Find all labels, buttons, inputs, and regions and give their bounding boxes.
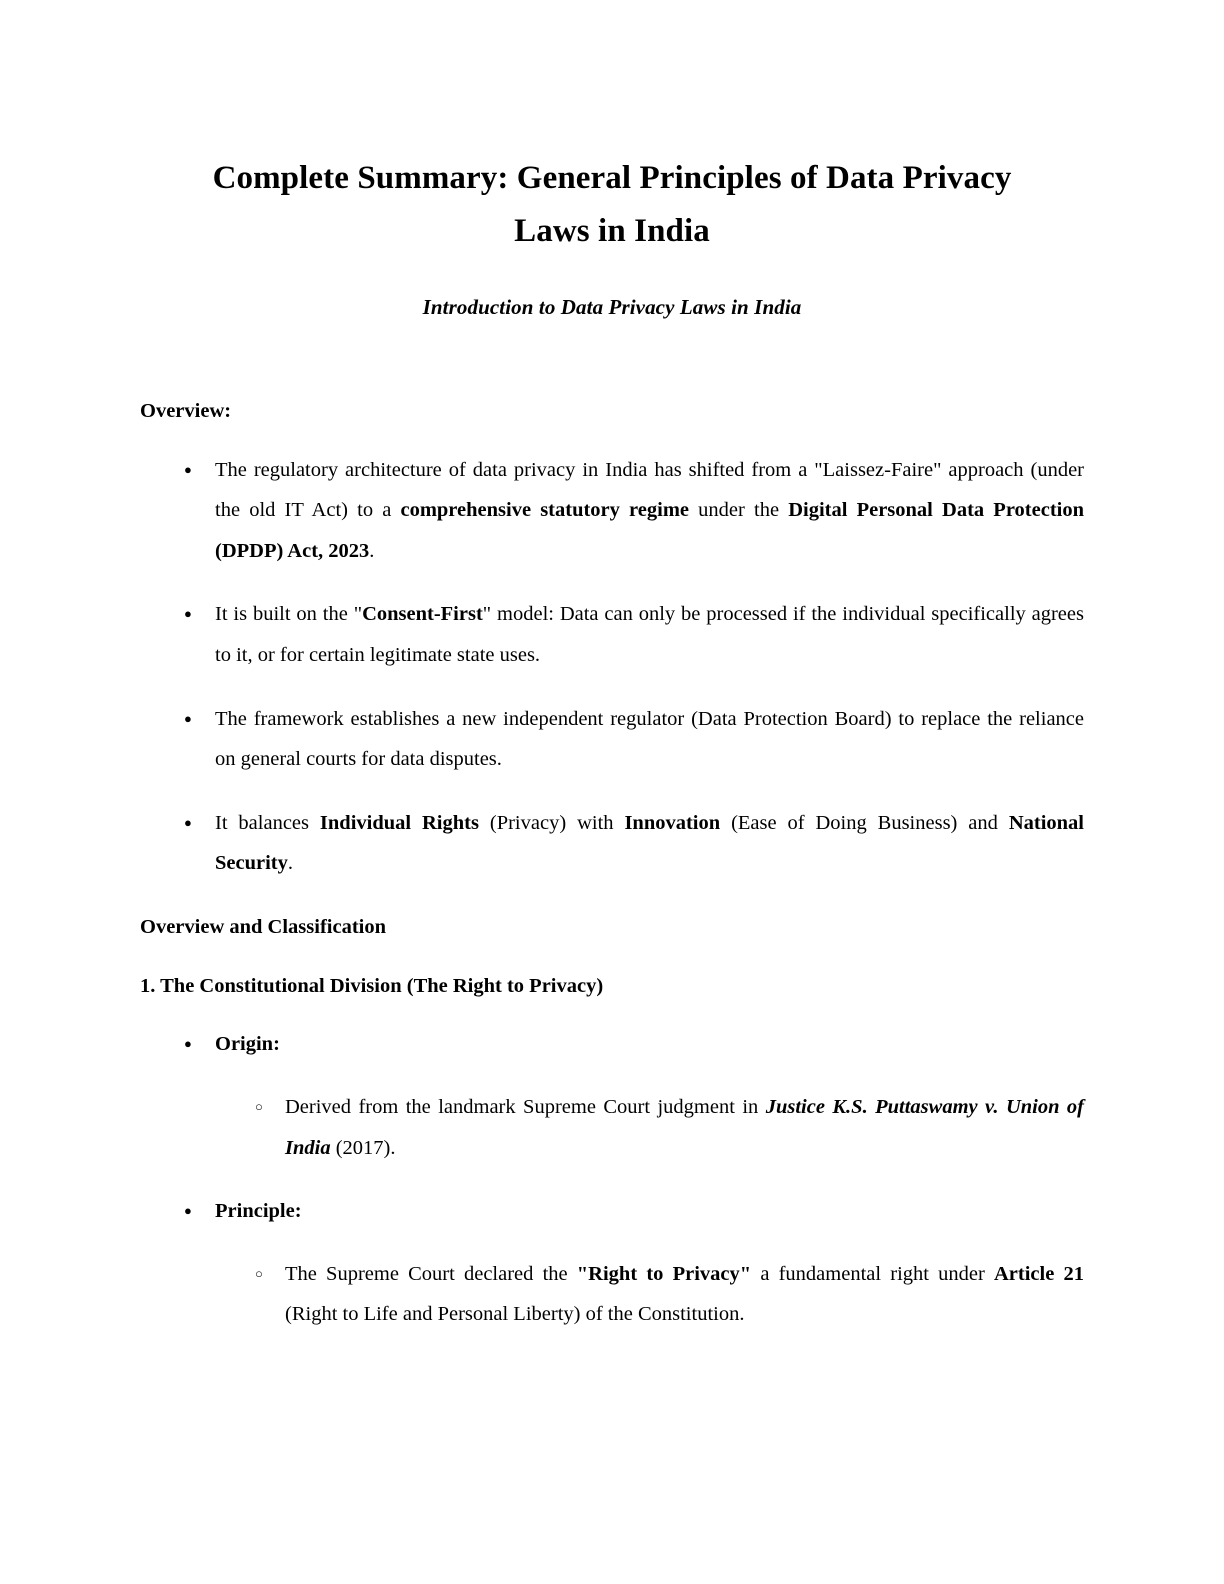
bullet-item-label: Principle: xyxy=(215,1200,302,1223)
heading-overview: Overview: xyxy=(140,399,232,422)
bold-run: comprehensive statutory regime xyxy=(400,499,690,522)
bullet-item xyxy=(140,1191,1084,1335)
title-block xyxy=(0,0,1224,320)
section-one-list xyxy=(140,1024,1084,1334)
text-run: (2017). xyxy=(330,1136,396,1159)
sub-bullet-item xyxy=(215,1087,1084,1168)
text-run: . xyxy=(287,852,293,875)
bold-run: Consent-First xyxy=(362,603,483,626)
bullet-item xyxy=(140,594,1084,675)
text-run: a fundamental right under xyxy=(751,1262,994,1285)
text-run: " xyxy=(353,603,363,626)
bold-run: "Right to Privacy" xyxy=(576,1262,752,1285)
heading-overview-and-classification: Overview and Classification xyxy=(140,915,386,938)
text-run: . xyxy=(369,539,375,562)
sub-bullet-list xyxy=(215,1254,1084,1335)
bold-run: National Security xyxy=(215,811,1084,875)
bullet-item xyxy=(140,1024,1084,1168)
text-run: model: Data can only be processed if the individual specifically agrees to it, or for certain legitimate state uses. xyxy=(215,603,1084,666)
bold-run: Innovation xyxy=(624,811,721,834)
text-run: under the xyxy=(689,499,789,522)
overview-bullet-list xyxy=(140,450,1084,884)
bold-run: Digital Personal Data Protection (DPDP) Act, 2023 xyxy=(215,499,1085,562)
page-subtitle: Introduction to Data Privacy Laws in India xyxy=(422,294,802,319)
sub-bullet-item xyxy=(215,1254,1084,1335)
text-run: (Ease of Doing Business) and xyxy=(720,811,1009,834)
document-body xyxy=(0,396,1224,1335)
bullet-item xyxy=(140,803,1084,884)
page-title: Complete Summary: General Principles of Data Privacy Laws in India xyxy=(212,160,1012,250)
text-run: The Supreme Court declared the xyxy=(285,1262,577,1285)
text-run: Derived from the landmark Supreme Court judgment in xyxy=(285,1095,766,1118)
text-run: (Privacy) with xyxy=(478,811,625,834)
bullet-item xyxy=(140,450,1084,572)
text-run: The regulatory architecture of data privacy in India has shifted from a "Laissez-Faire" approach (under the old IT Act) to a xyxy=(215,458,1084,522)
text-run: " xyxy=(482,603,492,626)
text-run: It is built on the xyxy=(215,603,354,626)
bullet-item-label: Origin: xyxy=(215,1033,280,1056)
sub-bullet-list xyxy=(215,1087,1084,1168)
heading-section-one: 1. The Constitutional Division (The Right to Privacy) xyxy=(140,974,604,997)
text-run: The framework establishes a new independent regulator (Data Protection Board) to replace the reliance on general courts for data disputes. xyxy=(215,707,1084,771)
text-run: (Right to Life and Personal Liberty) of the Constitution. xyxy=(285,1303,745,1326)
bullet-item xyxy=(140,699,1084,780)
bold-italic-run: Justice K.S. Puttaswamy v. Union of India xyxy=(285,1095,1085,1159)
bold-run: Article 21 xyxy=(994,1262,1084,1285)
bold-run: Individual Rights xyxy=(319,811,479,834)
text-run: It balances xyxy=(215,811,320,834)
